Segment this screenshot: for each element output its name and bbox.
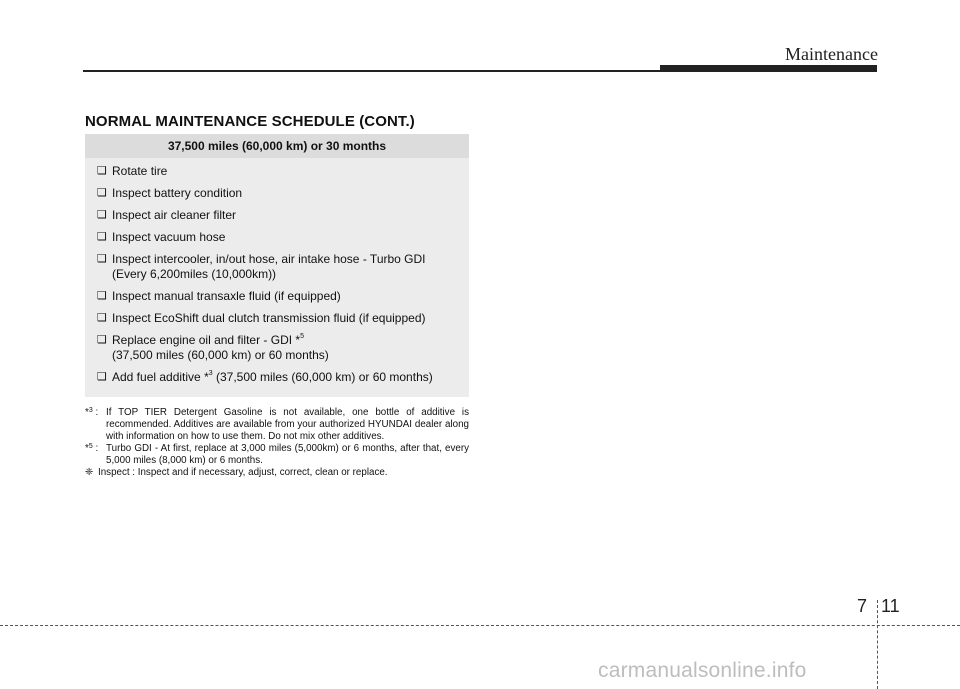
- schedule-item-interval: (Every 6,200miles (10,000km)): [112, 267, 277, 281]
- footnote-marker: [85, 443, 106, 467]
- schedule-item-text: Inspect manual transaxle fluid (if equipped): [112, 289, 341, 303]
- footnote-ref: 3: [208, 370, 213, 377]
- footnote-ref: 5: [300, 333, 305, 340]
- asterisk-glyph: *: [85, 407, 89, 418]
- schedule-item-body: [112, 252, 426, 282]
- schedule-item-text: Rotate tire: [112, 164, 168, 178]
- schedule-item-label: Replace engine oil and filter - GDI *: [112, 333, 301, 347]
- schedule-item-interval: (37,500 miles (60,000 km) or 60 months): [112, 348, 329, 362]
- footnote-text: If TOP TIER Detergent Gasoline is not available, one bottle of additive is recommended. Additives are available from your authorized HYUNDAI dealer along with information on how to use them. Do not mix other additives.: [106, 407, 469, 442]
- footnote-separator: :: [92, 443, 99, 454]
- footnote-separator: :: [92, 407, 99, 418]
- schedule-item: [97, 289, 469, 304]
- checkbox-icon: ❑: [97, 312, 107, 324]
- schedule-item-text: Inspect EcoShift dual clutch transmission fluid (if equipped): [112, 311, 426, 325]
- footer-divider: [877, 600, 878, 689]
- footnote-number: 3: [88, 407, 93, 414]
- schedule-item: [97, 230, 469, 245]
- schedule-item-text: Inspect battery condition: [112, 186, 243, 200]
- footnote-text: Inspect : Inspect and if necessary, adjust, correct, clean or replace.: [98, 467, 388, 478]
- schedule-item-text: [112, 333, 329, 348]
- checkbox-icon: ❑: [97, 290, 107, 302]
- header-rule: [83, 70, 663, 72]
- schedule-item-text: Inspect vacuum hose: [112, 230, 226, 244]
- checkbox-icon: ❑: [97, 253, 107, 265]
- checkbox-icon: ❑: [97, 187, 107, 199]
- checkbox-icon: ❑: [97, 334, 107, 346]
- schedule-item: [97, 164, 469, 179]
- schedule-item: [97, 208, 469, 223]
- footnote-text: Turbo GDI - At first, replace at 3,000 miles (5,000km) or 6 months, after that, every 5,000 miles (8,000 km) or 6 months.: [106, 443, 469, 466]
- schedule-item: [97, 186, 469, 201]
- schedule-item-label: Add fuel additive *: [112, 370, 209, 384]
- footnote-number: 5: [88, 443, 93, 450]
- schedule-box: [85, 134, 469, 397]
- footnotes: [85, 407, 469, 479]
- page-header-title: Maintenance: [785, 44, 878, 64]
- schedule-item: [97, 333, 469, 363]
- schedule-item: [97, 252, 469, 282]
- footnote: [85, 467, 469, 479]
- watermark-text: carmanualsonline.info: [598, 659, 807, 682]
- header-rule-accent: [660, 65, 877, 72]
- note-symbol-icon: ❈: [85, 467, 94, 478]
- schedule-item-body: [112, 333, 329, 363]
- checkbox-icon: ❑: [97, 371, 107, 383]
- chapter-number: 7: [857, 596, 868, 616]
- schedule-heading: 37,500 miles (60,000 km) or 30 months: [85, 134, 469, 158]
- schedule-item-text: Inspect intercooler, in/out hose, air intake hose - Turbo GDI: [112, 252, 426, 266]
- checkbox-icon: ❑: [97, 165, 107, 177]
- footnote: [85, 443, 469, 467]
- checkbox-icon: ❑: [97, 209, 107, 221]
- footnote-marker: [85, 467, 98, 479]
- schedule-item: [97, 311, 469, 326]
- footer-rule: [0, 625, 960, 626]
- footnote: [85, 407, 469, 443]
- schedule-item-text: [112, 370, 433, 385]
- asterisk-glyph: *: [85, 443, 89, 454]
- section-title: NORMAL MAINTENANCE SCHEDULE (CONT.): [85, 113, 415, 130]
- footnote-marker: [85, 407, 106, 443]
- schedule-item-interval: (37,500 miles (60,000 km) or 60 months): [212, 370, 433, 384]
- schedule-item: [97, 370, 469, 385]
- page-number: 11: [881, 596, 900, 616]
- checkbox-icon: ❑: [97, 231, 107, 243]
- schedule-item-text: Inspect air cleaner filter: [112, 208, 237, 222]
- schedule-item-list: [85, 158, 469, 385]
